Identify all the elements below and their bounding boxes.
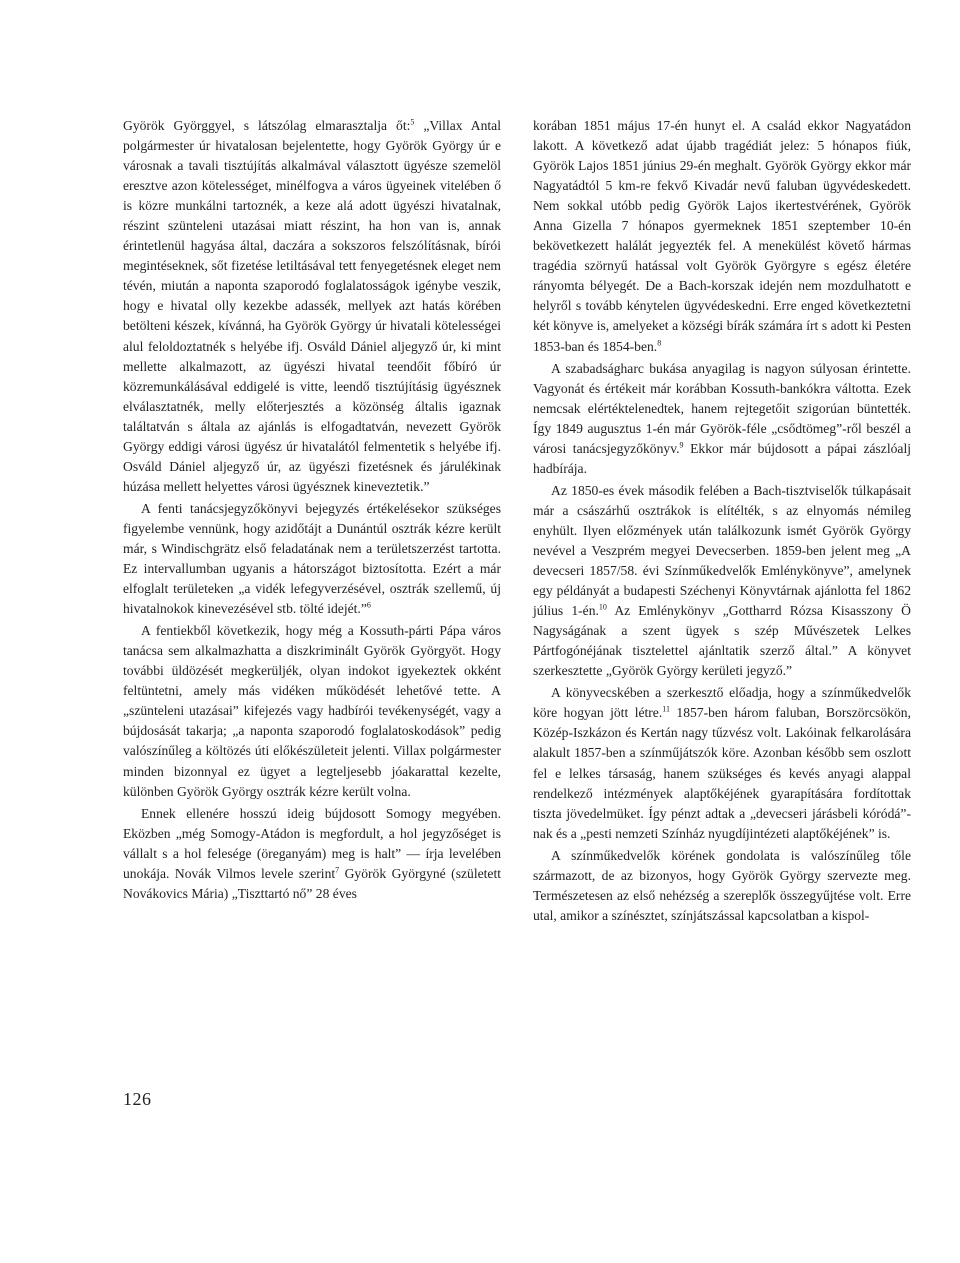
paragraph-text: A fentiekből következik, hogy még a Kossuth-párti Pápa város tanácsa sem alkalmazhatta a diszkriminált Györök Györgyöt. Hogy további üldözését megkerüljék, olyan indokot igyekeztek okként feltüntetni, amely más vidéken működését lehetővé tette. A „szünteleni utazásai” kifejezés vagy hadbírói tevékenységét, vagy a bújdosását takarja; „a naponta szaporodó foglalatoskodások” pedig valószínűleg a költözés úti előkészületeit jelenti. Villax polgármester minden bizonnyal ez ügyet a legteljesebb jóakarattal kezelte, különben Györök György osztrák kézre került volna. — [123, 623, 501, 799]
paragraph-text: A szabadságharc bukása anyagilag is nagyon súlyosan érintette. Vagyonát és értékeit már korábban Kossuth-bankókra váltotta. Ezek nemcsak elértéktelenedtek, hanem rejtegetőit szigorúan büntették. Így 1849 augusztus 1-én már Györök-féle „csődtömeg”-ről beszél a városi tanácsjegyzőkönyv. — [533, 360, 911, 456]
footnote-marker: 11 — [662, 704, 670, 714]
paragraph-text: Az 1850-es évek második felében a Bach-tisztviselők túlkapásait már a császárhű osztrákok is elítélték, s az elnyomás némileg enyhült. Ilyen előzmények után találkozunk ismét Györök György nevével a Veszprém megyei Devecserben. 1859-ben jelent meg „A devecseri 1857/58. évi Színműkedvelők Emlénykönyve”, amelynek egy példányát a budapesti Széchenyi Könyvtárnak ajánlotta fel 1862 július 1-én. — [533, 482, 911, 619]
paragraph — [123, 116, 501, 497]
paragraph-text: Ennek ellenére hosszú ideig bújdosott Somogy megyében. Eközben „még Somogy-Atádon is megfordult, a hol jegyzőséget is vállalt s a hol felesége (öreganyám) meg is halt” — írja levelében unokája. Novák Vilmos levele szerint — [123, 805, 501, 881]
page-number: 126 — [123, 1089, 152, 1109]
paragraph-text: 1857-ben három faluban, Borszörcsökön, Közép-Iszkázon és Kertán nagy tűzvész volt. Lakóinak felkarolására alakult 1857-ben a színműjátszók köre. Azonban később sem oszlott fel e lelkes társaság, hanem szükséges és kevés anyagi alappal rendelkező intézmények alaptőkéjének gyarapítására fordítottak tiszta jövedelmüket. Így pénzt adtak a „devecseri járásbeli kóródá”-nak és a „pesti nemzeti Színház nyugdíjintézeti alaptőkéjének” is. — [533, 705, 911, 841]
paragraph — [533, 846, 911, 926]
footnote-marker: 7 — [335, 865, 340, 875]
footnote-marker: 10 — [598, 602, 607, 612]
paragraph — [123, 804, 501, 904]
paragraph — [533, 116, 911, 357]
left-column — [123, 116, 501, 904]
footnote-marker: 5 — [410, 117, 415, 127]
paragraph-text: korában 1851 május 17-én hunyt el. A család ekkor Nagyatádon lakott. A következő adat újabb tragédiát jelez: 5 hónapos fiúk, Györök Lajos 1851 június 29-én meghalt. Györök György ekkor már Nagyatádtól 5 km-re fekvő Kivadár nevű faluban ügyvédeskedett. Nem sokkal utóbb pedig Györök Lajos ikertestvérének, Györök Anna Gizella 7 hónapos gyermeknek 1851 szeptember 10-én bekövetkezett halálát jegyezték fel. A menekülést követő hármas tragédia szörnyű hatással volt Györök Györgyre s egész életére rányomta bélyegét. De a Bach-korszak idején nem mozdulhatott e helyről s tovább kénytelen ügyvédeskedni. Erre enged következtetni két könyve is, amelyeket a községi bírák számára írt s adott ki Pesten 1853-ban és 1854-ben. — [533, 118, 911, 354]
paragraph-text: Györök Györgyné (született Novákovics Mária) „Tiszttartó nő” 28 éves — [123, 865, 501, 901]
paragraph — [123, 621, 501, 801]
paragraph — [533, 481, 911, 681]
paragraph-text: A fenti tanácsjegyzőkönyvi bejegyzés értékelésekor szükséges figyelembe vennünk, hogy azidőtájt a Dunántúl osztrák kézre került már, s Windischgrätz első feladatának nem a területszerzést tartotta. Ez intervallumban ugyanis a hátországot biztosította. Ezért a már elfoglalt területeken „a vidék lefegyverzésével, osztrák szellemű, új hivatalnokok kinevezésével stb. tölté idejét.” — [123, 500, 501, 617]
paragraph — [533, 683, 911, 843]
paragraph-text: A könyvecskében a szerkesztő előadja, hogy a színműkedvelők köre hogyan jött létre. — [533, 685, 911, 721]
paragraph-text: Az Emlénykönyv „Gottharrd Rózsa Kisasszony Ö Nagyságának a szent ügyek s szép Művészetek Lelkes Pártfogónéjának tisztelettel ajánltatik szerző által.” A könyvet szerkesztette „Györök György kerületi jegyző.” — [533, 603, 911, 679]
footnote-marker: 8 — [657, 337, 662, 347]
footnote-marker: 6 — [366, 600, 371, 610]
paragraph-text: A színműkedvelők körének gondolata is valószínűleg tőle származott, de az bizonyos, hogy Györök György szervezte meg. Természetesen az első nehézség a szereplők összegyűjtése volt. Erre utal, amikor a színésztet, színjátszással kapcsolatban a kispol- — [533, 847, 911, 923]
paragraph-text: Ekkor már bújdosott a pápai zászlóalj hadbírája. — [533, 440, 912, 476]
footnote-marker: 9 — [679, 440, 684, 450]
paragraph — [123, 499, 501, 619]
paragraph-text: „Villax Antal polgármester úr hivatalosan bejelentette, hogy Györök György úr e városnak a tavali tisztújítás alkalmával választott ügyésze szemelöl eresztve azon kötelességet, minélfogva a város ügyeinek vitelében ő is közre munkálni tartoznék, a keze alá adott ügyészi hivatalnak, részint szünteleni utazásai miatt részint, ha hon van is, annak érintetlenül hagyása által, daczára a sokszoros felszólításnak, bírói megintéseknek, sőt fizetése letiltásával tett fenyegetésnek eleget nem tévén, miután a naponta szaporodó foglalatosságok igénybe veszik, hogy e hivatal olly kezekbe adassék, mellyek azt hatás körében betölteni készek, kívánná, ha Györök György úr hivatali kötelességei alul feloldoztatnék s helyébe ifj. Osváld Dániel aljegyző úr, ki mint mellette alkalmazott, az ügyészi hivatal teendőit főbíró úr közremunkálásával eddigelé is vitte, leendő tisztújításig ügyésznek elválasztatnék, melly előterjesztés a közönség általis igaznak találtatván s általa az ajánlás is elfogadtatván, nevezett Györök György eddigi városi ügyész úr hivatalától felmentetik s helyébe ifj. Osváld Dániel aljegyző úr, az ügyészi fizetésnek és járulékinak húzása mellett helyettes városi ügyésznek kineveztetik.” — [123, 118, 501, 494]
right-column — [533, 116, 911, 926]
paragraph-text: Györök Györggyel, s látszólag elmarasztalja őt: — [123, 118, 411, 133]
paragraph — [533, 359, 911, 479]
